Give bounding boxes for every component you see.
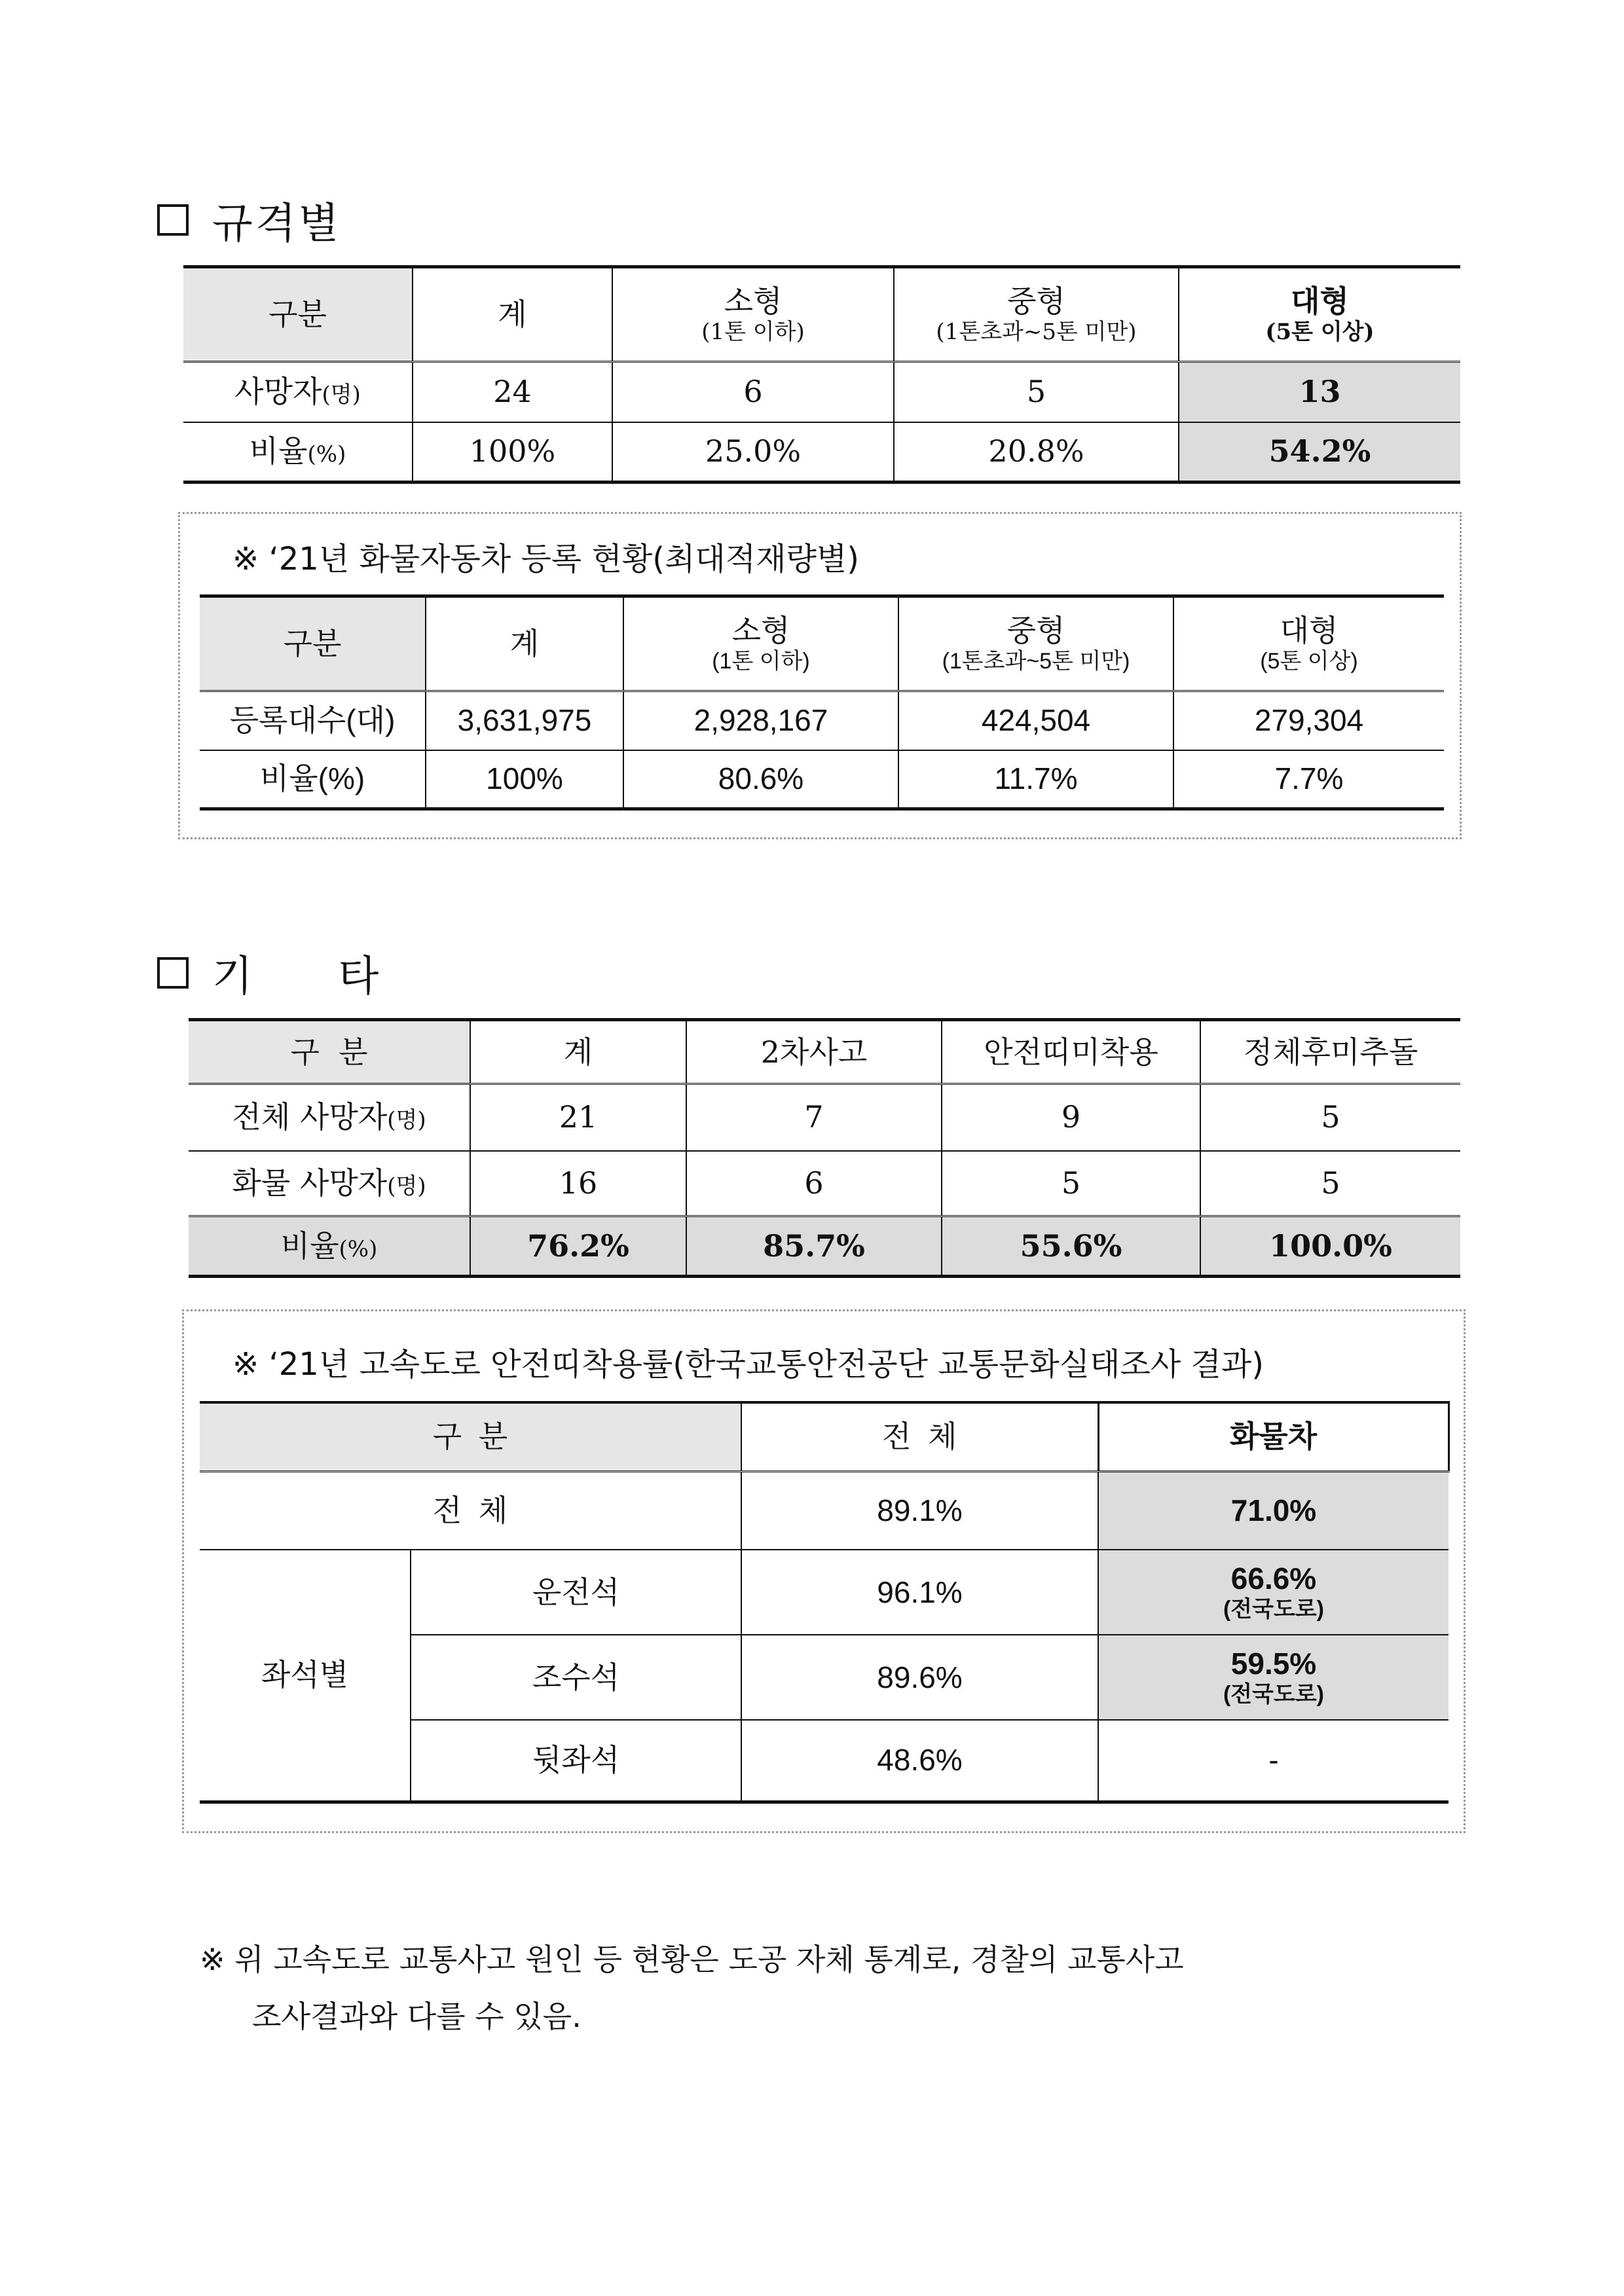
table-header-row	[189, 1020, 1460, 1084]
row-label-text: 사망자	[234, 374, 322, 410]
table-row-highlight	[189, 1216, 1460, 1277]
table-cell: 3,631,975	[426, 691, 623, 750]
table-cell: 6	[612, 362, 894, 422]
table-header-row	[200, 1402, 1449, 1471]
header-cell: 정체후미추돌	[1243, 1034, 1418, 1070]
header-main: 대형	[1280, 613, 1338, 647]
header-cell	[1179, 267, 1460, 362]
table-cell: 80.6%	[623, 750, 898, 809]
header-sub: (1톤초과~5톤 미만)	[936, 318, 1137, 345]
header-cell: 계	[470, 1020, 686, 1084]
header-cell	[426, 596, 623, 691]
table-cell: 7	[686, 1084, 942, 1151]
header-sub: (1톤초과~5톤 미만)	[942, 648, 1130, 674]
row-label-text: 비율	[249, 433, 308, 469]
other-table	[189, 1018, 1460, 1278]
table-cell: 20.8%	[894, 422, 1179, 483]
header-cell	[898, 596, 1173, 691]
cell-value: 59.5%	[1230, 1647, 1317, 1681]
table-cell-highlight	[1098, 1635, 1449, 1720]
table-row	[200, 750, 1444, 809]
group-label: 좌석별	[200, 1550, 411, 1802]
row-label	[189, 1084, 470, 1151]
header-sub: (1톤 이하)	[712, 648, 810, 674]
header-main: 계	[509, 627, 540, 661]
header-cell	[894, 267, 1179, 362]
table-cell: 100%	[413, 422, 612, 483]
row-label-text: 전체 사망자	[232, 1099, 388, 1135]
table-cell: 5	[1321, 1099, 1340, 1135]
header-sub: (5톤 이상)	[1265, 318, 1375, 345]
header-cell: 구 분	[189, 1020, 470, 1084]
table-cell: 25.0%	[612, 422, 894, 483]
footnote-line: 조사결과와 다를 수 있음.	[252, 1999, 581, 2035]
row-label	[189, 1151, 470, 1216]
row-label: 전 체	[200, 1471, 741, 1550]
table-row	[200, 1471, 1449, 1550]
header-cell: 2차사고	[686, 1020, 942, 1084]
header-sub: (5톤 이상)	[1260, 648, 1358, 674]
table-cell: 89.1%	[741, 1471, 1098, 1550]
footnote-line: ※ 위 고속도로 교통사고 원인 등 현황은 도공 자체 통계로, 경찰의 교통사고	[200, 1942, 1184, 1977]
table-cell: 100%	[426, 750, 623, 809]
row-unit: (명)	[387, 1173, 426, 1199]
table-cell: 7.7%	[1274, 761, 1344, 796]
table-cell: 5	[942, 1151, 1200, 1216]
header-main: 대형	[1291, 283, 1349, 319]
header-cell	[612, 267, 894, 362]
row-label: 조수석	[411, 1635, 741, 1720]
table-cell: 6	[686, 1151, 942, 1216]
header-cell	[623, 596, 898, 691]
table-cell: 5	[1321, 1165, 1340, 1201]
table-cell: -	[1268, 1743, 1279, 1777]
table-row	[183, 422, 1460, 483]
table-cell: 21	[470, 1084, 686, 1151]
header-sub: (1톤 이하)	[701, 318, 805, 345]
checkbox-square-icon	[157, 204, 189, 236]
header-cell: 안전띠미착용	[942, 1020, 1200, 1084]
table-cell: 2,928,167	[623, 691, 898, 750]
table-cell: 76.2%	[470, 1216, 686, 1277]
table-cell: 96.1%	[741, 1550, 1098, 1635]
table-cell: 5	[894, 362, 1179, 422]
header-main: 중형	[1007, 283, 1065, 319]
row-label: 운전석	[411, 1550, 741, 1635]
table-row	[189, 1084, 1460, 1151]
row-unit: (명)	[322, 382, 361, 409]
header-cell	[413, 267, 612, 362]
row-unit: (%)	[307, 441, 346, 468]
checkbox-square-icon	[157, 957, 189, 989]
cell-note: (전국도로)	[1223, 1682, 1325, 1707]
footnote	[200, 1931, 1464, 2046]
table-cell-highlight: 54.2%	[1179, 422, 1460, 483]
row-label	[183, 422, 413, 483]
header-cell: 구 분	[200, 1402, 741, 1471]
table-row	[200, 1550, 1449, 1635]
row-label-text: 화물 사망자	[232, 1165, 388, 1201]
header-main: 구분	[283, 627, 342, 661]
header-main: 구분	[268, 297, 327, 333]
cell-note: (전국도로)	[1223, 1597, 1325, 1622]
table-cell: 9	[942, 1084, 1200, 1151]
table-cell: 85.7%	[686, 1216, 942, 1277]
header-cell	[1173, 596, 1444, 691]
table-cell: 279,304	[1254, 703, 1364, 738]
seatbelt-table	[200, 1401, 1450, 1804]
row-label: 비율(%)	[200, 750, 426, 809]
note-title: ※ ‘21년 화물자동차 등록 현황(최대적재량별)	[232, 541, 859, 577]
table-cell: 24	[413, 362, 612, 422]
table-cell-highlight: 13	[1179, 362, 1460, 422]
table-cell-highlight	[1098, 1550, 1449, 1635]
row-label: 등록대수(대)	[200, 691, 426, 750]
header-main: 소형	[724, 283, 783, 319]
spec-table	[183, 265, 1460, 484]
header-cell	[183, 267, 413, 362]
row-label	[189, 1216, 470, 1277]
table-header-row	[200, 596, 1444, 691]
table-cell: 89.6%	[741, 1635, 1098, 1720]
table-cell: 16	[470, 1151, 686, 1216]
header-main: 계	[498, 297, 527, 333]
row-unit: (%)	[339, 1235, 378, 1262]
section-title: 규격별	[212, 200, 342, 248]
header-cell	[200, 596, 426, 691]
registration-table	[200, 594, 1444, 811]
note-title: ※ ‘21년 고속도로 안전띠착용률(한국교통안전공단 교통문화실태조사 결과)	[232, 1346, 1264, 1383]
row-label	[183, 362, 413, 422]
table-row	[183, 362, 1460, 422]
cell-value: 66.6%	[1230, 1561, 1317, 1596]
header-cell: 전 체	[741, 1402, 1098, 1471]
section-title: 기 타	[212, 953, 399, 1001]
table-cell-highlight: 71.0%	[1098, 1471, 1449, 1550]
table-header-row	[183, 267, 1460, 362]
row-unit: (명)	[387, 1107, 426, 1134]
header-cell: 화물차	[1098, 1402, 1449, 1471]
table-row	[189, 1151, 1460, 1216]
row-label: 뒷좌석	[411, 1720, 741, 1802]
header-main: 소형	[731, 613, 790, 647]
table-cell: 55.6%	[942, 1216, 1200, 1277]
table-cell: 11.7%	[898, 750, 1173, 809]
section-heading-spec	[157, 190, 341, 250]
table-row	[200, 691, 1444, 750]
table-cell: 100.0%	[1269, 1228, 1392, 1264]
row-label-text: 비율	[280, 1228, 339, 1264]
header-main: 중형	[1006, 613, 1065, 647]
table-cell: 48.6%	[741, 1720, 1098, 1802]
section-heading-other	[157, 943, 398, 1003]
table-cell: 424,504	[898, 691, 1173, 750]
